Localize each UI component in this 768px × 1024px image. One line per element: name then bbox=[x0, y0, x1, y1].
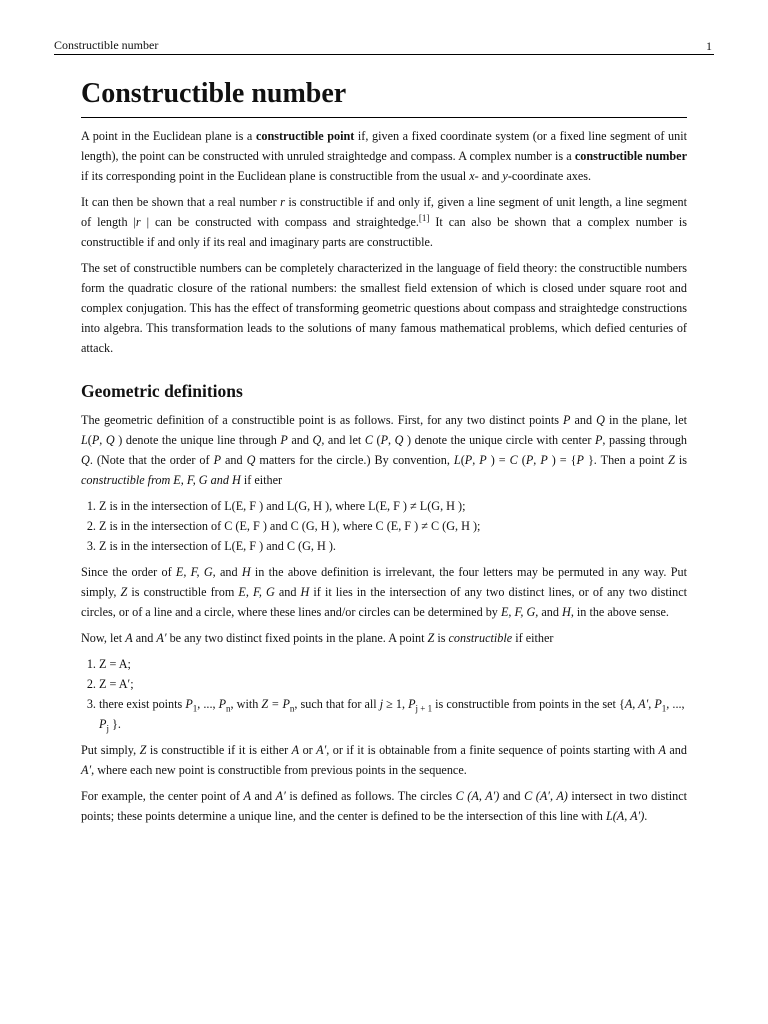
running-header bbox=[54, 38, 714, 55]
list-item: 3. Z is in the intersection of L(E, F ) and C (G, H ). bbox=[99, 536, 687, 556]
running-header-title: Constructible number bbox=[54, 38, 159, 52]
geo-paragraph-3: Now, let A and A′ be any two distinct fixed points in the plane. A point Z is constructible if either bbox=[81, 631, 554, 645]
list-item: 2. Z = A′; bbox=[99, 674, 687, 694]
list-item: 1. Z is in the intersection of L(E, F ) and L(G, H ), where L(E, F ) ≠ L(G, H ); bbox=[99, 496, 687, 516]
geo-paragraph-5: For example, the center point of A and A′ is defined as follows. The circles C (A, A′) and C (A′, A) intersect in two distinct points; these points determine a unique line, and the center is defined to be the intersection of this line with L(A, A′). bbox=[81, 789, 687, 823]
article-title: Constructible number bbox=[81, 78, 687, 118]
intro-paragraph-2: It can then be shown that a real number r is constructible if and only if, given a line segment of unit length, a line segment of length |r | can be constructed with compass and straightedge.[1] It can also be shown that a complex number is constructible if and only if its real and imaginary parts are constructible. bbox=[81, 195, 687, 249]
construction-rules-list bbox=[81, 496, 687, 556]
list-item: 1. Z = A; bbox=[99, 654, 687, 674]
page-number: 1 bbox=[706, 39, 712, 53]
geo-paragraph-4: Put simply, Z is constructible if it is either A or A′, or if it is obtainable from a finite sequence of points starting with A and A′, where each new point is constructible from previous points in the sequence. bbox=[81, 743, 687, 777]
list-item: 2. Z is in the intersection of C (E, F ) and C (G, H ), where C (E, F ) ≠ C (G, H ); bbox=[99, 516, 687, 536]
citation-link[interactable]: [1] bbox=[418, 212, 430, 223]
intro-paragraph-1: A point in the Euclidean plane is a constructible point if, given a fixed coordinate system (or a fixed line segment of unit length), the point can be constructed with unruled straightedge and compass. A complex number is a constructible number if its corresponding point in the Euclidean plane is constructible from the usual x- and y-coordinate axes. bbox=[81, 129, 687, 183]
section-heading-geometric-definitions: Geometric definitions bbox=[81, 381, 243, 401]
list-item: 3. there exist points $P_1$, ..., $P_n$, with $Z = P_n$, such that for all j ≥ 1, $P_{j + 1}$ is constructible from points in the set {A, A′, $P_1$, ..., $P_j$ }. bbox=[99, 694, 687, 734]
geo-paragraph-2: Since the order of E, F, G, and H in the above definition is irrelevant, the four letters may be permuted in any way. Put simply, Z is constructible from E, F, G and H if it lies in the intersection of any two distinct lines, or of any two distinct circles, or of a line and a circle, where these lines and/or circles can be determined by E, F, G, and H, in the above sense. bbox=[81, 565, 687, 619]
intro-paragraph-3: The set of constructible numbers can be completely characterized in the language of field theory: the constructible numbers form the quadratic closure of the rational numbers: the smallest field extension of which is closed under square root and complex conjugation. This has the effect of transforming geometric questions about compass and straightedge constructions into algebra. This transformation leads to the solutions of many famous mathematical problems, which defied centuries of attack. bbox=[81, 261, 687, 355]
geo-paragraph-1: The geometric definition of a constructible point is as follows. First, for any two distinct points P and Q in the plane, let L(P, Q ) denote the unique line through P and Q, and let C (P, Q ) denote the unique circle with center P, passing through Q. (Note that the order of P and Q matters for the circle.) By convention, L(P, P ) = C (P, P ) = {P }. Then a point Z is constructible from E, F, G and H if either bbox=[81, 413, 688, 487]
constructible-conditions-list bbox=[81, 654, 687, 734]
article-body bbox=[81, 126, 687, 832]
